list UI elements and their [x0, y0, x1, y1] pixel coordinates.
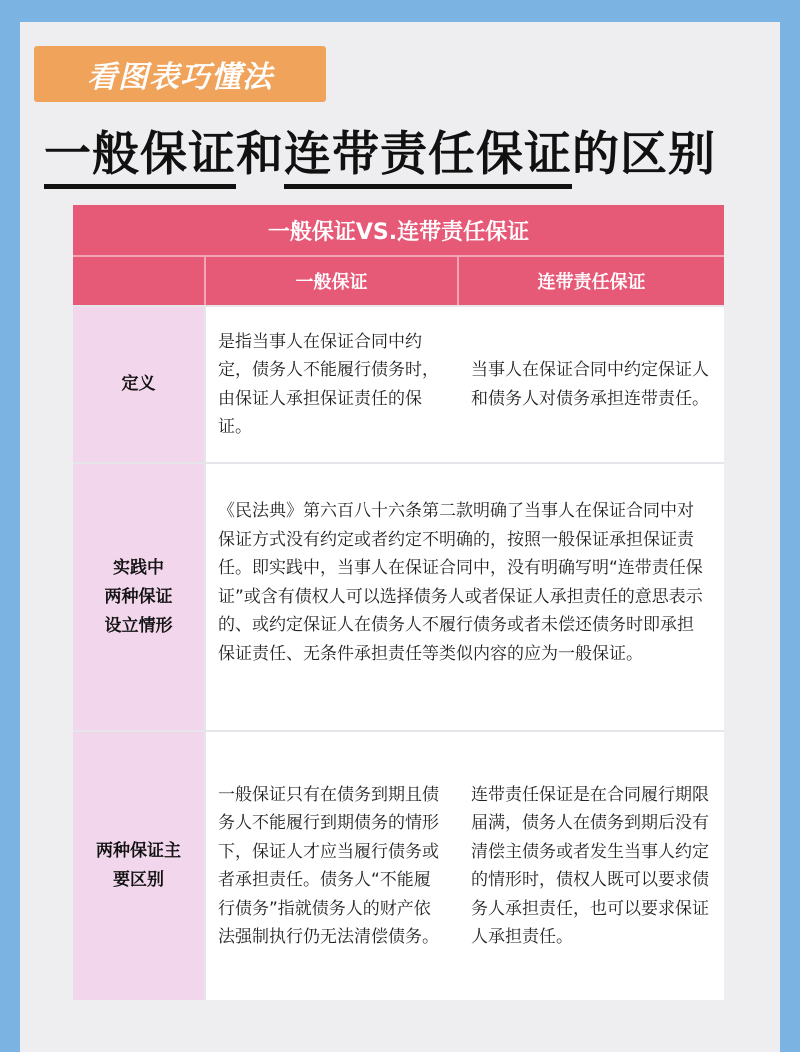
column-header-row: [73, 257, 724, 305]
row-label-practice: 实践中 两种保证 设立情形: [73, 464, 206, 730]
cell-definition-general: [206, 307, 457, 462]
title-part-joint: 连带责任保证: [284, 127, 572, 189]
column-header-general: 一般保证: [206, 257, 459, 305]
row-label-difference: 两种保证主 要区别: [73, 732, 206, 1000]
page-title: [44, 120, 764, 190]
column-header-empty: [73, 257, 206, 305]
cell-text: 连带责任保证是在合同履行期限届满，债务人在债务到期后没有清偿主债务或者发生当事人约定的情形时，债权人既可以要求债务人承担责任，也可以要求保证人承担责任。: [471, 784, 709, 947]
cell-text: 一般保证只有在债务到期且债务人不能履行到期债务的情形下，保证人才应当履行债务或者承担责任。债务人“不能履行债务”指就债务人的财产依法强制执行仍无法清偿债务。: [218, 784, 439, 947]
title-part-and: 和: [236, 127, 284, 182]
title-part-general: 一般保证: [44, 127, 236, 189]
comparison-table: [73, 205, 724, 1000]
cell-definition-joint: [457, 307, 724, 462]
table-row-practice: [73, 462, 724, 730]
cell-text: 是指当事人在保证合同中约定，债务人不能履行债务时，由保证人承担保证责任的保证。: [218, 331, 439, 437]
category-tag: [34, 46, 326, 102]
cell-difference-joint: [457, 732, 724, 1000]
cell-text: 当事人在保证合同中约定保证人和债务人对债务承担连带责任。: [471, 360, 709, 409]
title-part-diff: 的区别: [572, 127, 716, 182]
table-row-definition: [73, 305, 724, 462]
cell-practice: [206, 464, 724, 730]
category-tag-text: 看图表巧懂法: [87, 60, 273, 95]
cell-difference-general: [206, 732, 457, 1000]
column-header-joint: 连带责任保证: [537, 272, 646, 293]
content-card: [20, 22, 780, 1052]
table-row-difference: [73, 730, 724, 1000]
table-header: 一般保证VS.连带责任保证: [73, 205, 724, 257]
cell-text: 《民法典》第六百八十六条第二款明确了当事人在保证合同中对保证方式没有约定或者约定不明确的，按照一般保证承担保证责任。即实践中，当事人在保证合同中，没有明确写明“连带责任保证”或含有债权人可以选择债务人或者保证人承担责任的意思表示的、或约定保证人在债务人不履行债务或者未偿还债务时即承担保证责任、无条件承担责任等类似内容的应为一般保证。: [218, 501, 703, 664]
row-label-definition: 定义: [73, 307, 206, 462]
